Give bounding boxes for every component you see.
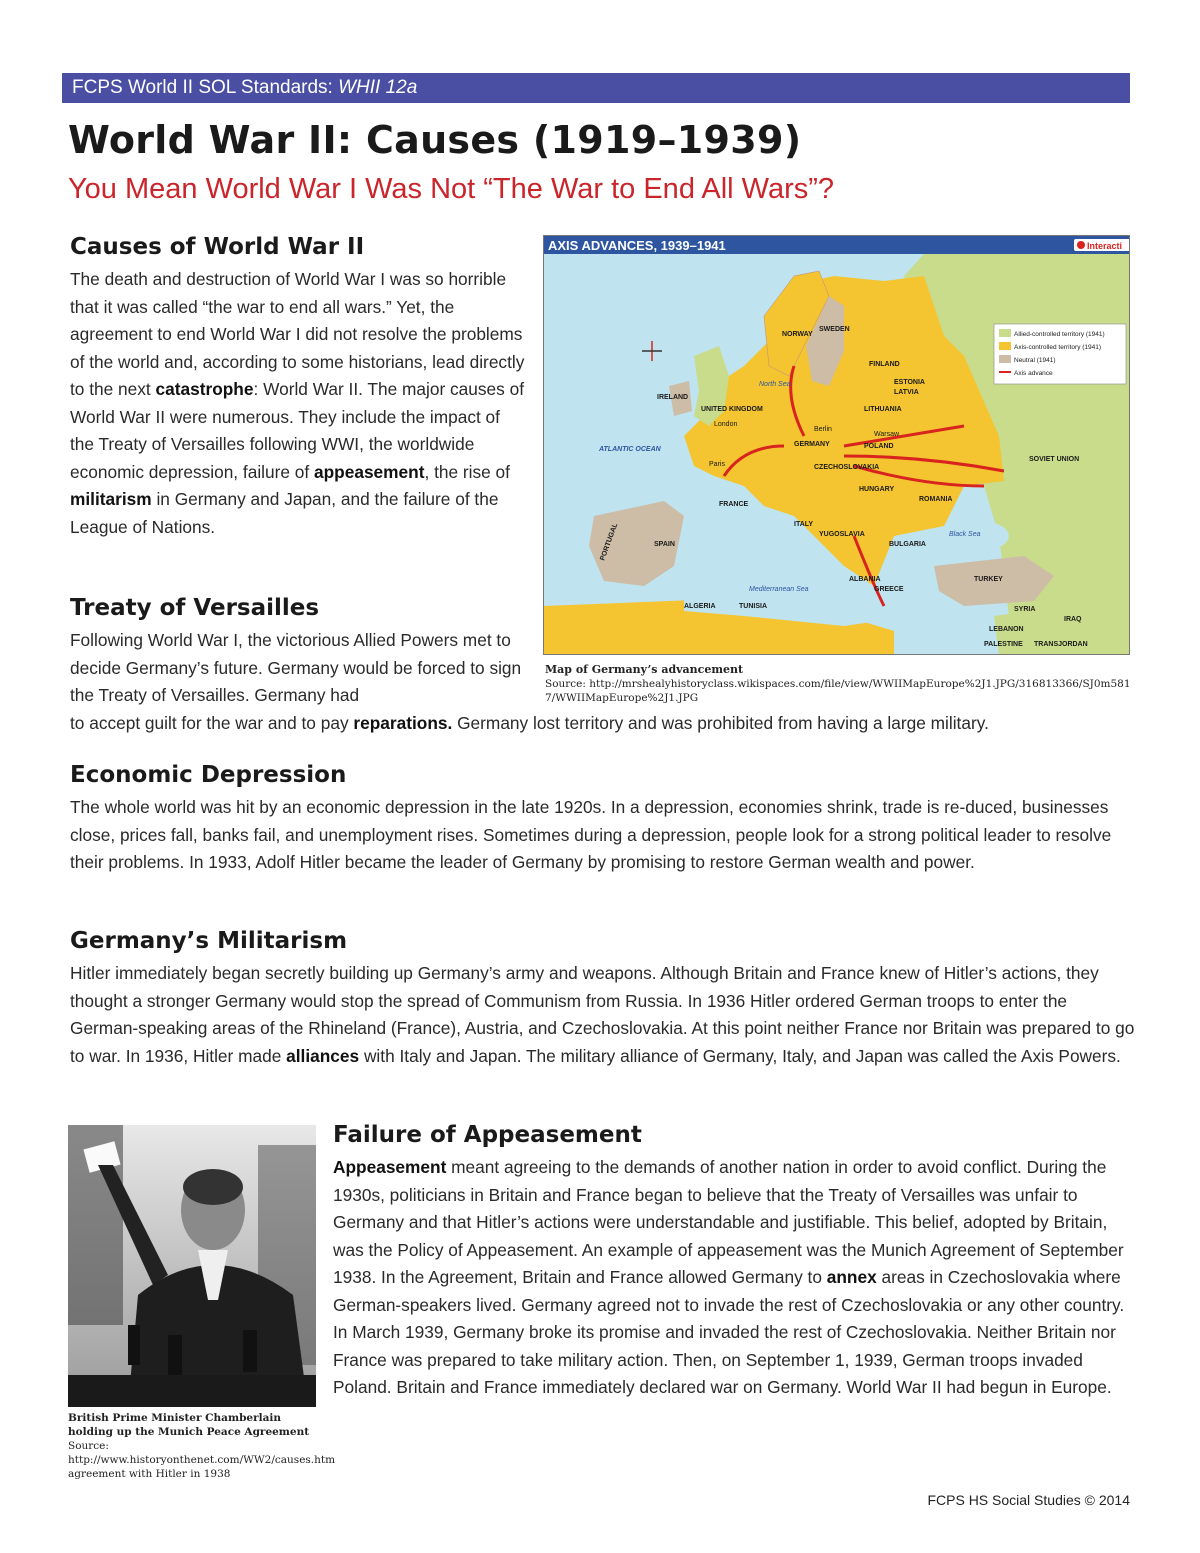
svg-text:SOVIET UNION: SOVIET UNION <box>1029 456 1080 463</box>
term-alliances: alliances <box>286 1045 360 1066</box>
page-footer: FCPS HS Social Studies © 2014 <box>927 1492 1130 1508</box>
photo-caption-source: Source: http://www.historyonthenet.com/WW2/causes.htm agreement with Hitler in 1938 <box>68 1440 336 1480</box>
section-appeasement <box>333 1122 1133 1402</box>
svg-text:SPAIN: SPAIN <box>654 541 675 548</box>
appeasement-text-2: areas in Czechoslovakia where German-speakers lived. Germany agreed not to invade the rest of Czechoslovakia or any other country. In March 1939, Germany broke its promise and invaded the rest of Czechoslovakia. Neither Britain nor France was prepared to take military action. Then, on September 1, 1939, German troops invaded Poland. Britain and France immediately declared war on Germany. World War II had begun in Europe. <box>333 1267 1125 1397</box>
causes-text-3: , the rise of <box>424 461 510 482</box>
causes-text <box>70 266 525 541</box>
map-graphic <box>544 236 1130 655</box>
section-depression <box>70 762 1135 877</box>
svg-text:London: London <box>714 421 738 428</box>
treaty-text <box>70 710 1135 738</box>
svg-text:GREECE: GREECE <box>874 586 904 593</box>
svg-text:POLAND: POLAND <box>864 443 894 450</box>
treaty-text-2: to accept guilt for the war and to pay <box>70 712 354 733</box>
svg-text:YUGOSLAVIA: YUGOSLAVIA <box>819 531 865 538</box>
map-caption-source: Source: http://mrshealyhistoryclass.wikispaces.com/file/view/WWIIMapEurope%2J1.JPG/316813366/SJ0m5817/WWIIMapEurope%2J1.JPG <box>545 678 1131 704</box>
appeasement-heading: Failure of Appeasement <box>333 1122 642 1148</box>
section-militarism <box>70 928 1135 1070</box>
svg-text:BULGARIA: BULGARIA <box>889 541 926 548</box>
appeasement-text-1: meant agreeing to the demands of another nation in order to avoid conflict. During the 1930s, politicians in Britain and France began to believe that the Treaty of Versailles was unfair to Germany and that Hitler’s actions were understandable and justifiable. This belief, adopted by Britain, was the Policy of Appeasement. An example of appeasement was the Munich Agreement of September 1938. In the Agreement, Britain and France allowed Germany to <box>333 1157 1124 1287</box>
svg-text:Paris: Paris <box>709 461 725 468</box>
causes-heading: Causes of World War II <box>70 234 365 260</box>
banner-code: WHII 12a <box>338 77 418 98</box>
svg-text:PALESTINE: PALESTINE <box>984 641 1023 648</box>
treaty-heading: Treaty of Versailles <box>70 595 320 621</box>
causes-text-4: in Germany and Japan, and the failure of the League of Nations. <box>70 489 499 537</box>
photo-caption <box>68 1411 336 1481</box>
svg-text:FRANCE: FRANCE <box>719 501 749 508</box>
compass-icon <box>642 341 662 361</box>
svg-text:Axis advance: Axis advance <box>1014 370 1053 377</box>
svg-text:Black Sea: Black Sea <box>949 531 981 538</box>
map-interact-label: Interacti <box>1087 241 1123 251</box>
depression-heading: Economic Depression <box>70 762 347 788</box>
svg-text:Allied-controlled territory (1: Allied-controlled territory (1941) <box>1014 331 1105 338</box>
chamberlain-photo <box>68 1125 316 1407</box>
depression-text: The whole world was hit by an economic depression in the late 1920s. In a depression, economies shrink, trade is re-duced, businesses close, prices fall, banks fail, and unemployment rises. Sometimes during a depression, people look for a strong political leader to resolve their problems. In 1933, Adolf Hitler became the leader of Germany by promising to restore German wealth and power. <box>70 797 1112 872</box>
treaty-text-3: Germany lost territory and was prohibited from having a large military. <box>452 712 989 733</box>
appeasement-text <box>333 1154 1133 1402</box>
svg-text:ATLANTIC OCEAN: ATLANTIC OCEAN <box>599 446 661 453</box>
militarism-text <box>70 960 1135 1070</box>
svg-text:UNITED KINGDOM: UNITED KINGDOM <box>701 406 763 413</box>
svg-text:CZECHOSLOVAKIA: CZECHOSLOVAKIA <box>814 464 880 471</box>
svg-text:ESTONIA: ESTONIA <box>894 379 925 386</box>
svg-text:HUNGARY: HUNGARY <box>859 486 895 493</box>
svg-text:LITHUANIA: LITHUANIA <box>864 406 902 413</box>
svg-text:ROMANIA: ROMANIA <box>919 496 953 503</box>
term-militarism: militarism <box>70 489 152 509</box>
term-appeasement: appeasement <box>314 461 425 482</box>
term-reparations: reparations. <box>353 712 453 733</box>
map-caption <box>545 663 1135 705</box>
svg-text:Axis-controlled territory (194: Axis-controlled territory (1941) <box>1014 344 1102 351</box>
standards-banner <box>62 73 1130 103</box>
svg-text:GERMANY: GERMANY <box>794 441 830 448</box>
militarism-text-2: with Italy and Japan. The military alliance of Germany, Italy, and Japan was called the Axis Powers. <box>359 1045 1121 1066</box>
svg-text:ITALY: ITALY <box>794 521 814 528</box>
svg-text:Neutral (1941): Neutral (1941) <box>1014 357 1056 364</box>
svg-text:SWEDEN: SWEDEN <box>819 326 850 333</box>
page-title: World War II: Causes (1919–1939) <box>68 118 802 162</box>
causes-text-2: : World War II. The major causes of World War II were numerous. They include the impact of the Treaty of Versailles following WWI, the worldwide economic depression, failure of <box>70 379 524 482</box>
term-annex: annex <box>826 1267 877 1287</box>
svg-text:SYRIA: SYRIA <box>1014 606 1036 613</box>
svg-text:LEBANON: LEBANON <box>989 626 1024 633</box>
map-title: AXIS ADVANCES, 1939–1941 <box>548 238 726 253</box>
axis-advances-map <box>543 235 1130 655</box>
svg-text:Warsaw: Warsaw <box>874 431 900 438</box>
svg-text:TRANSJORDAN: TRANSJORDAN <box>1034 641 1088 648</box>
svg-text:North Sea: North Sea <box>759 381 791 388</box>
svg-text:LATVIA: LATVIA <box>894 389 919 396</box>
svg-text:IRAQ: IRAQ <box>1064 616 1082 623</box>
svg-text:PORTUGAL: PORTUGAL <box>599 522 620 562</box>
svg-text:ALGERIA: ALGERIA <box>684 603 716 610</box>
interact-icon <box>1077 241 1085 249</box>
militarism-heading: Germany’s Militarism <box>70 928 348 954</box>
term-catastrophe: catastrophe <box>155 379 254 399</box>
militarism-text-1: Hitler immediately began secretly building up Germany’s army and weapons. Although Britain and France knew of Hitler’s actions, they thought a stronger Germany would stop the spread of Communism from Russia. In 1936 Hitler ordered German troops to enter the German-speaking areas of the Rhineland (France), Austria, and Czechoslovakia. At this point neither France nor Britain was prepared to go to war. In 1936, Hitler made <box>70 963 1135 1066</box>
map-caption-title: Map of Germany’s advancement <box>545 663 744 676</box>
causes-text-1: The death and destruction of World War I was so horrible that it was called “the war to end all wars.” Yet, the agreement to end World War I did not resolve the problems of the world and, according to some historians, lead directly to the next <box>70 269 525 399</box>
page-subtitle: You Mean World War I Was Not “The War to End All Wars”? <box>68 173 835 205</box>
svg-text:FINLAND: FINLAND <box>869 361 900 368</box>
svg-text:Berlin: Berlin <box>814 426 832 433</box>
svg-text:TUNISIA: TUNISIA <box>739 603 767 610</box>
svg-text:NORWAY: NORWAY <box>782 331 813 338</box>
svg-text:ALBANIA: ALBANIA <box>849 576 881 583</box>
treaty-text-wrapped: Following World War I, the victorious Allied Powers met to decide Germany’s future. Germany would be forced to sign the Treaty of Versailles. Germany had <box>70 630 522 705</box>
map-legend <box>994 324 1126 384</box>
photo-caption-title: British Prime Minister Chamberlain holding up the Munich Peace Agreement <box>68 1412 310 1438</box>
svg-text:TURKEY: TURKEY <box>974 576 1003 583</box>
photo-graphic <box>68 1125 316 1407</box>
banner-label: FCPS World II SOL Standards: <box>72 77 333 98</box>
term-appeasement-2: Appeasement <box>333 1157 447 1177</box>
svg-text:IRELAND: IRELAND <box>657 394 689 401</box>
section-causes <box>70 234 525 541</box>
svg-text:Mediterranean Sea: Mediterranean Sea <box>749 586 809 593</box>
